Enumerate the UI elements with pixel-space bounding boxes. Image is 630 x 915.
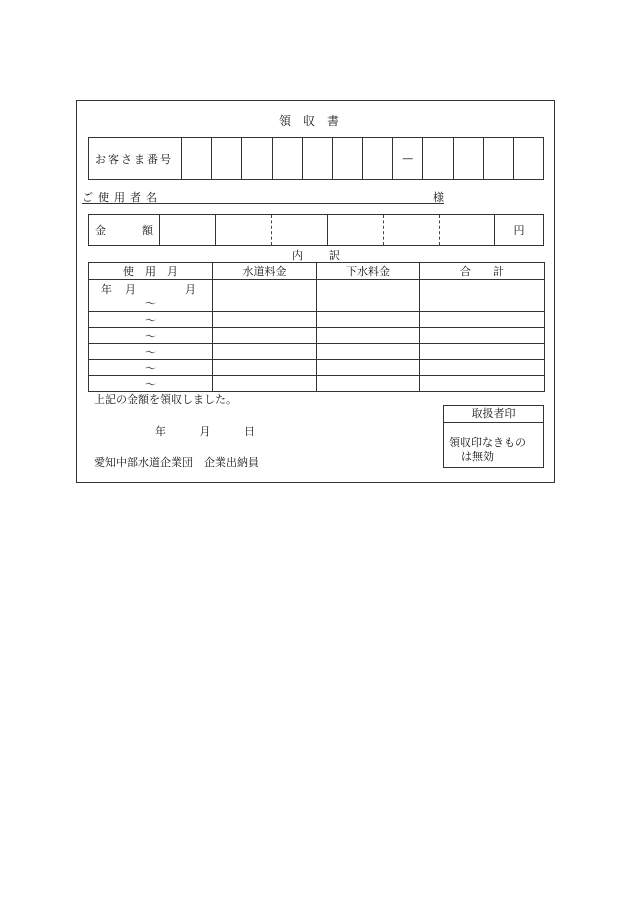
tilde-label: ～: [145, 346, 156, 359]
sewer-fee-cell[interactable]: [317, 376, 420, 392]
customer-number-digit[interactable]: [454, 138, 484, 179]
stamp-box[interactable]: [443, 405, 544, 468]
receipt-title: 領収書: [278, 114, 351, 128]
customer-number-digit[interactable]: [514, 138, 543, 179]
total-cell[interactable]: [420, 312, 545, 328]
issuer-label: 愛知中部水道企業団 企業出納員: [94, 456, 259, 469]
month-label: 月: [125, 283, 136, 296]
customer-number-digit[interactable]: [273, 138, 303, 179]
sewer-fee-cell[interactable]: [317, 344, 420, 360]
tilde-label: ～: [145, 362, 156, 375]
water-fee-cell[interactable]: [213, 360, 317, 376]
tilde-label: ～: [145, 314, 156, 327]
stamp-header: 取扱者印: [444, 406, 543, 423]
customer-number-digit[interactable]: [303, 138, 333, 179]
customer-number-digit[interactable]: [242, 138, 272, 179]
table-row: [89, 312, 545, 328]
usage-period-cell[interactable]: [89, 344, 213, 360]
table-row: [89, 344, 545, 360]
sewer-fee-cell[interactable]: [317, 360, 420, 376]
table-row: [89, 328, 545, 344]
total-cell[interactable]: [420, 360, 545, 376]
water-fee-cell[interactable]: [213, 344, 317, 360]
total-cell[interactable]: [420, 280, 545, 312]
water-fee-cell[interactable]: [213, 280, 317, 312]
stamp-note-line1: 領収印なきもの: [449, 436, 526, 449]
amount-label-left: 金: [95, 224, 106, 237]
sewer-fee-cell[interactable]: [317, 328, 420, 344]
tilde-label: ～: [145, 297, 156, 310]
user-name-line[interactable]: [82, 189, 444, 204]
total-cell[interactable]: [420, 344, 545, 360]
customer-number-digit[interactable]: [182, 138, 212, 179]
usage-period-cell[interactable]: [89, 312, 213, 328]
customer-number-label: お客さま番号: [89, 138, 182, 179]
header-usage-month: 使 用 月: [89, 263, 213, 280]
tilde-label: ～: [145, 378, 156, 391]
date-day-label: 日: [244, 425, 255, 438]
customer-number-digit[interactable]: [212, 138, 242, 179]
customer-number-digit[interactable]: [423, 138, 453, 179]
table-row: [89, 360, 545, 376]
date-line[interactable]: [155, 423, 285, 439]
header-sewer-fee: 下水料金: [317, 263, 420, 280]
amount-digit[interactable]: [272, 215, 328, 245]
water-fee-cell[interactable]: [213, 312, 317, 328]
table-row: [89, 280, 545, 312]
sewer-fee-cell[interactable]: [317, 312, 420, 328]
amount-row: [88, 214, 544, 246]
month-end-label: 月: [185, 283, 196, 296]
sewer-fee-cell[interactable]: [317, 280, 420, 312]
customer-number-row: [88, 137, 544, 180]
customer-number-digit[interactable]: [363, 138, 393, 179]
water-fee-cell[interactable]: [213, 376, 317, 392]
breakdown-title: 内訳: [292, 249, 366, 262]
header-water-fee: 水道料金: [213, 263, 317, 280]
tilde-label: ～: [145, 330, 156, 343]
usage-period-cell[interactable]: [89, 376, 213, 392]
header-total: 合 計: [420, 263, 545, 280]
customer-number-digit[interactable]: [484, 138, 514, 179]
amount-digit[interactable]: [328, 215, 384, 245]
currency-label: 円: [494, 215, 543, 245]
usage-period-cell[interactable]: [89, 328, 213, 344]
table-row: [89, 376, 545, 392]
stamp-note: [444, 423, 543, 464]
user-name-label: ご使用者名: [82, 191, 162, 204]
stamp-note-line2: は無効: [461, 450, 494, 463]
customer-number-digit[interactable]: [333, 138, 363, 179]
usage-period-cell[interactable]: [89, 360, 213, 376]
usage-period-cell[interactable]: [89, 280, 213, 312]
amount-digit[interactable]: [384, 215, 440, 245]
breakdown-table: [88, 262, 545, 392]
honorific-label: 様: [433, 191, 444, 204]
total-cell[interactable]: [420, 376, 545, 392]
date-month-label: 月: [199, 425, 211, 438]
amount-label: [89, 215, 160, 245]
amount-digit[interactable]: [216, 215, 272, 245]
amount-digit[interactable]: [440, 215, 495, 245]
amount-digit[interactable]: [160, 215, 216, 245]
year-label: 年: [101, 283, 112, 296]
receipt-statement: 上記の金額を領収しました。: [94, 393, 237, 406]
amount-label-right: 額: [142, 224, 153, 237]
customer-number-separator: —: [393, 138, 423, 179]
date-year-label: 年: [155, 425, 166, 438]
water-fee-cell[interactable]: [213, 328, 317, 344]
total-cell[interactable]: [420, 328, 545, 344]
table-header-row: [89, 263, 545, 280]
